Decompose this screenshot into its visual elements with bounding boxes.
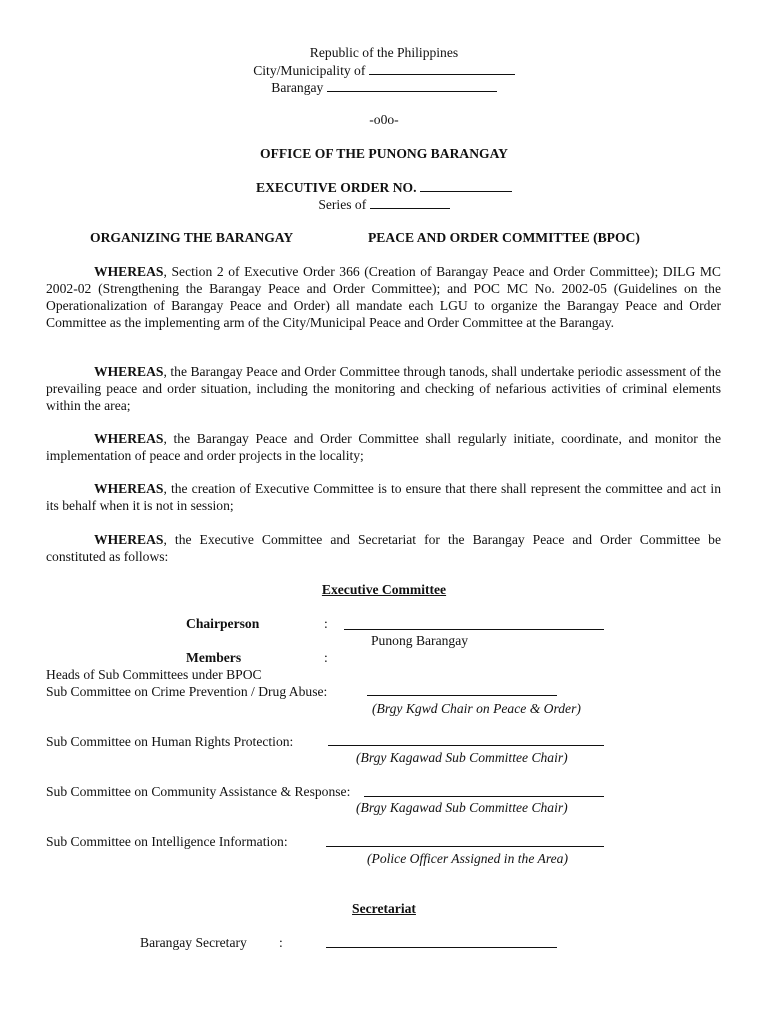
subcommittee-label: Sub Committee on Human Rights Protection: [46, 734, 294, 749]
eo-label: EXECUTIVE ORDER NO. [256, 180, 417, 195]
republic-line [0, 44, 768, 61]
eo-line [0, 178, 768, 196]
city-blank[interactable] [369, 61, 515, 75]
chairperson-signature-line[interactable] [344, 629, 604, 630]
series-label: Series of [318, 197, 367, 212]
whereas-lead: WHEREAS [94, 431, 164, 446]
heads-label: Heads of Sub Committees under BPOC [46, 667, 262, 682]
whereas-clause-2 [46, 363, 721, 414]
series-blank[interactable] [370, 195, 450, 209]
subcommittee-signature-line[interactable] [367, 695, 557, 696]
title-left: ORGANIZING THE BARANGAY [90, 230, 294, 245]
whereas-clause-1 [46, 263, 721, 331]
whereas-lead: WHEREAS [94, 481, 164, 496]
members-label: Members [186, 650, 242, 665]
whereas-text: , the Barangay Peace and Order Committee through tanods, shall undertake periodic assessment of the prevailing peace and order situation, including the monitoring and checking of nefarious activities of criminal elements within the area; [46, 364, 721, 413]
members-colon: : [324, 650, 328, 665]
chairperson-label: Chairperson [186, 616, 260, 631]
secretariat-heading [0, 900, 768, 917]
eo-number-blank[interactable] [420, 178, 512, 192]
title-right: PEACE AND ORDER COMMITTEE (BPOC) [368, 230, 640, 245]
barangay-line [0, 78, 768, 96]
office-heading [0, 145, 768, 162]
secretary-colon: : [279, 935, 283, 950]
office-text: OFFICE OF THE PUNONG BARANGAY [260, 146, 508, 161]
secretary-signature-line[interactable] [326, 947, 557, 948]
series-line [0, 195, 768, 213]
whereas-clause-5 [46, 531, 721, 565]
whereas-text: , the Executive Committee and Secretariat for the Barangay Peace and Order Committee be constituted as follows: [46, 532, 721, 564]
subcommittee-signature-line[interactable] [364, 796, 604, 797]
subcommittee-note: (Police Officer Assigned in the Area) [367, 851, 568, 866]
subcommittee-note: (Brgy Kagawad Sub Committee Chair) [356, 750, 568, 765]
secretary-label: Barangay Secretary [140, 935, 247, 950]
executive-committee-heading [0, 581, 768, 598]
republic-text: Republic of the Philippines [309, 45, 459, 60]
subcommittee-signature-line[interactable] [328, 745, 604, 746]
chairperson-colon: : [324, 616, 328, 631]
subcommittee-label: Sub Committee on Community Assistance & Response: [46, 784, 351, 799]
subcommittee-note: (Brgy Kgwd Chair on Peace & Order) [372, 701, 581, 716]
whereas-lead: WHEREAS [94, 532, 164, 547]
barangay-label: Barangay [271, 80, 324, 95]
whereas-text: , the creation of Executive Committee is to ensure that there shall represent the committee and act in its behalf when it is not in session; [46, 481, 721, 513]
whereas-lead: WHEREAS [94, 364, 164, 379]
ornament-text: -o0o- [369, 112, 399, 127]
subcommittee-label: Sub Committee on Intelligence Information: [46, 834, 288, 849]
subcommittee-note: (Brgy Kagawad Sub Committee Chair) [356, 800, 568, 815]
subcommittee-signature-line[interactable] [326, 846, 604, 847]
city-label: City/Municipality of [253, 63, 366, 78]
whereas-text: , Section 2 of Executive Order 366 (Creation of Barangay Peace and Order Committee); DILG MC 2002-02 (Strengthening the Barangay Peace and Order Committee); and POC MC No. 2002-05 (Guidelines on the Operationalization of Barangay Peace and Order) all mandate each LGU to organize the Barangay Peace and Order Committee as the implementing arm of the City/Municipal Peace and Order Committee at the Barangay. [46, 264, 721, 330]
subcommittee-label: Sub Committee on Crime Prevention / Drug Abuse: [46, 684, 328, 699]
whereas-lead: WHEREAS [94, 264, 164, 279]
chairperson-title: Punong Barangay [371, 633, 469, 648]
executive-committee-heading-text: Executive Committee [321, 582, 447, 597]
ornament [0, 111, 768, 128]
whereas-clause-4 [46, 480, 721, 514]
city-line [0, 61, 768, 79]
whereas-clause-3 [46, 430, 721, 464]
whereas-text: , the Barangay Peace and Order Committee shall regularly initiate, coordinate, and monitor the implementation of peace and order projects in the locality; [46, 431, 721, 463]
secretariat-heading-text: Secretariat [352, 901, 416, 916]
barangay-blank[interactable] [327, 78, 497, 92]
